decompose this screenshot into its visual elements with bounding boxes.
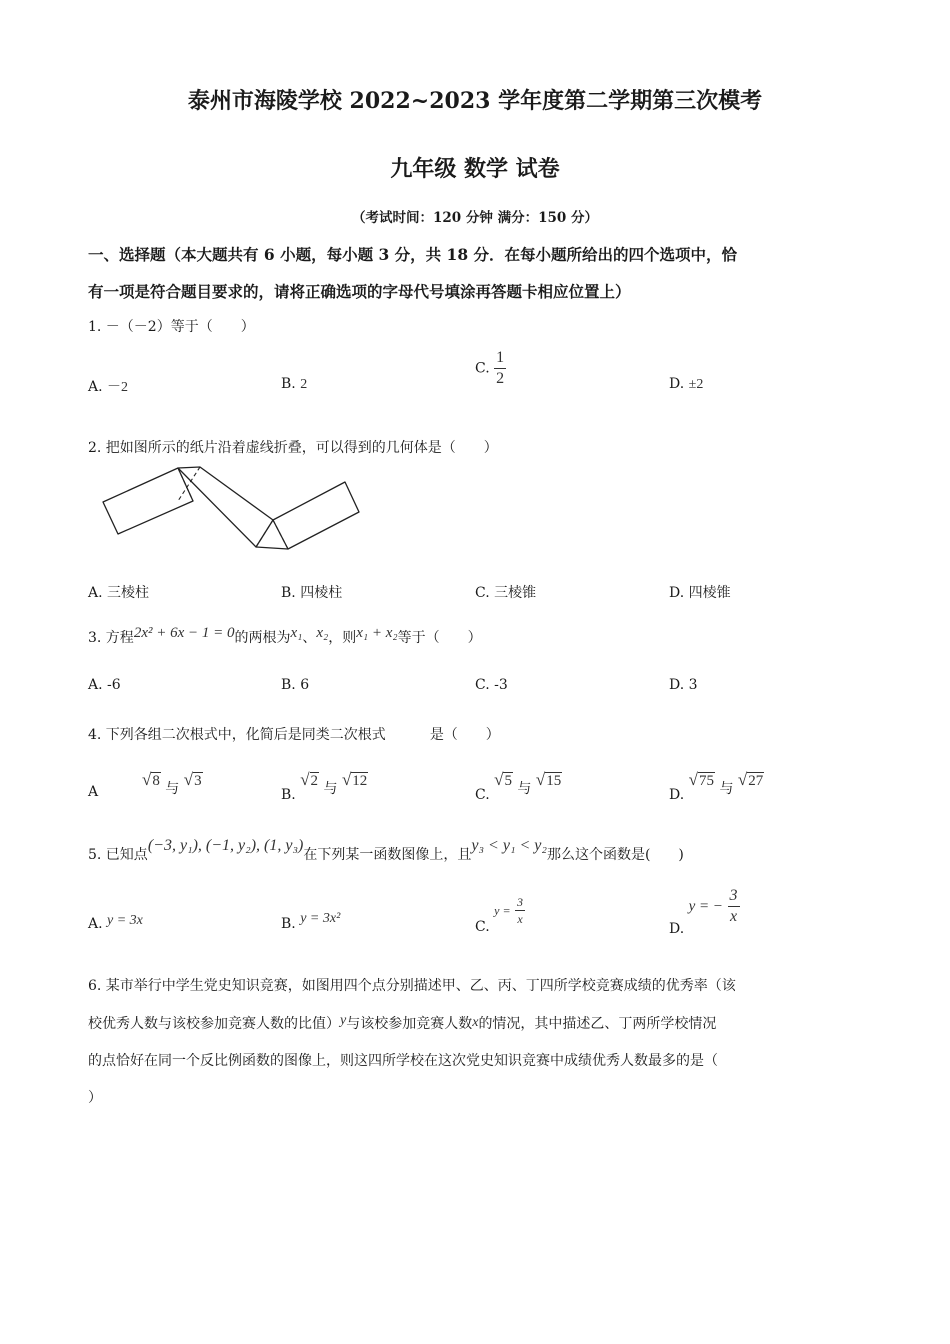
option-label: C.	[475, 585, 490, 601]
option-value: 四棱锥	[688, 585, 731, 601]
option-label: B.	[281, 585, 296, 601]
q4-stem	[88, 724, 500, 744]
q2-option-d	[669, 582, 731, 602]
q1-option-a	[88, 376, 128, 396]
fraction-denominator: 2	[496, 370, 505, 387]
section-heading-line2: 有一项是符合题目要求的，请将正确选项的字母代号填涂再答题卡相应位置上）	[88, 282, 631, 301]
q2-option-c	[475, 582, 536, 602]
option-label: B.	[281, 787, 296, 803]
sqrt-icon: √3	[183, 770, 202, 789]
q1-option-d	[669, 376, 703, 393]
q5-stem	[88, 835, 684, 863]
fraction	[494, 350, 506, 387]
option-value: y = 3x²	[300, 911, 341, 926]
option-label: C.	[475, 787, 490, 803]
q3-option-d	[669, 677, 698, 693]
q3-option-a	[88, 677, 121, 693]
option-label: C.	[475, 360, 490, 377]
sqrt-icon: √75	[688, 770, 714, 789]
q3-root1: x₁	[290, 625, 303, 641]
option-label: A.	[88, 585, 103, 601]
q3-prefix: 3. 方程	[88, 630, 134, 646]
fraction-denominator: x	[517, 912, 523, 926]
option-value: －2	[107, 380, 129, 395]
option-label: D.	[669, 787, 685, 803]
q4-option-c: C. √5 与 √15	[475, 770, 562, 803]
q3-mid: 的两根为	[234, 630, 291, 646]
q1-option-c	[475, 350, 506, 387]
exam-info: （考试时间：120 分钟 满分：150 分）	[352, 210, 598, 226]
option-label: A.	[88, 379, 103, 395]
option-value: 三棱锥	[494, 585, 537, 601]
q2-stem: 2. 把如图所示的纸片沿着虚线折叠，可以得到的几何体是（ ）	[88, 440, 498, 456]
q3-option-c	[475, 677, 508, 693]
q3-option-b	[281, 677, 309, 693]
q3-root2: x₂	[316, 625, 329, 641]
option-label: D.	[669, 677, 685, 693]
sqrt-icon: √8	[142, 770, 160, 789]
q6-line2: 校优秀人数与该校参加竞赛人数的比值）y与该校参加竞赛人数x的情况，其中描述乙、丁两所学校情况	[88, 1013, 717, 1032]
q4-option-a-label: A	[88, 784, 99, 800]
option-label: A.	[88, 916, 103, 932]
q4-option-b: B. √2 与 √12	[281, 770, 368, 803]
q3-then: ，则	[328, 630, 357, 646]
sqrt-icon: √5	[494, 770, 512, 789]
q3-sum: x₁ + x₂	[356, 625, 398, 641]
folding-net-figure	[96, 460, 366, 555]
option-value: 3	[688, 677, 698, 693]
option-value: 三棱柱	[107, 585, 150, 601]
net-bottom-edge	[256, 547, 288, 549]
q6-var-y: y	[340, 1013, 347, 1028]
sqrt-icon: √12	[341, 770, 368, 789]
q6-line3: 的点恰好在同一个反比例函数的图像上，则这四所学校在这次党史知识竞赛中成绩优秀人数最多的是（	[88, 1053, 718, 1069]
option-label: A.	[88, 677, 103, 693]
option-value: y = 3x	[107, 913, 143, 928]
option-label: B.	[281, 376, 296, 392]
q5-option-b	[281, 910, 341, 932]
sqrt-icon: √27	[737, 770, 764, 789]
option-value: ±2	[688, 377, 704, 392]
q6-var-x: x	[472, 1015, 479, 1030]
net-right-rectangle	[273, 482, 359, 549]
option-label: D.	[669, 376, 685, 392]
q5-option-c	[475, 895, 525, 935]
option-label: D.	[669, 585, 685, 601]
q5-prefix: 5. 已知点	[88, 847, 148, 863]
section-heading-line1: 一、选择题（本大题共有 6 小题，每小题 3 分，共 18 分．在每小题所给出的四个选项中，恰	[88, 245, 738, 264]
q3-equation: 2x² + 6x − 1 = 0	[133, 625, 235, 641]
q5-mid: 在下列某一函数图像上，且	[303, 847, 472, 863]
option-lhs: y = −	[688, 898, 724, 915]
fraction-numerator: 1	[494, 350, 506, 369]
option-label: C.	[475, 918, 490, 935]
option-label: D.	[669, 920, 685, 937]
fraction	[515, 896, 525, 925]
q5-option-a	[88, 912, 143, 932]
exam-subject: 九年级 数学 试卷	[390, 156, 560, 182]
q5-inequality: y₃ < y₁ < y₂	[471, 837, 547, 854]
option-label: B.	[281, 916, 296, 932]
fraction-numerator: 3	[728, 888, 740, 907]
q2-option-a	[88, 582, 149, 602]
fraction-numerator: 3	[517, 895, 524, 909]
option-value: -6	[107, 677, 121, 693]
q6-line4: ）	[88, 1090, 102, 1106]
fraction	[728, 888, 740, 925]
q4-stem-text: 4. 下列各组二次根式中，化简后是同类二次根式	[88, 727, 386, 743]
q4-stem-end: 是（ ）	[429, 727, 500, 743]
q5-points: (−3, y₁), (−1, y₂), (1, y₃)	[147, 837, 304, 854]
q3-suffix: 等于（ ）	[397, 630, 482, 646]
q1-option-b	[281, 376, 307, 393]
fraction-denominator: x	[729, 908, 738, 925]
q3-stem	[88, 627, 482, 647]
q1-stem: 1. －（－2）等于（ ）	[88, 319, 255, 335]
option-value: 四棱柱	[300, 585, 343, 601]
option-value: 2	[300, 377, 308, 392]
exam-title: 泰州市海陵学校 2022~2023 学年度第二学期第三次模考	[187, 88, 763, 114]
q3-sep: 、	[302, 630, 317, 646]
q4-option-d: D. √75 与 √27	[669, 770, 764, 803]
option-label: C.	[475, 677, 490, 693]
q5-option-d	[669, 887, 740, 937]
q6-line1: 6. 某市举行中学生党史知识竞赛，如图用四个点分别描述甲、乙、丙、丁四所学校竞赛成绩的优秀率（该	[88, 978, 736, 994]
q4-option-a: √8 与 √3	[142, 770, 202, 797]
option-value: 6	[300, 677, 310, 693]
q2-option-b	[281, 582, 342, 602]
sqrt-icon: √15	[535, 770, 562, 789]
option-value: -3	[494, 677, 508, 693]
q5-suffix: 那么这个函数是( )	[546, 847, 684, 863]
sqrt-icon: √2	[300, 770, 319, 789]
option-lhs: y =	[494, 903, 511, 918]
net-left-rectangle	[103, 468, 193, 534]
option-label: B.	[281, 677, 296, 693]
